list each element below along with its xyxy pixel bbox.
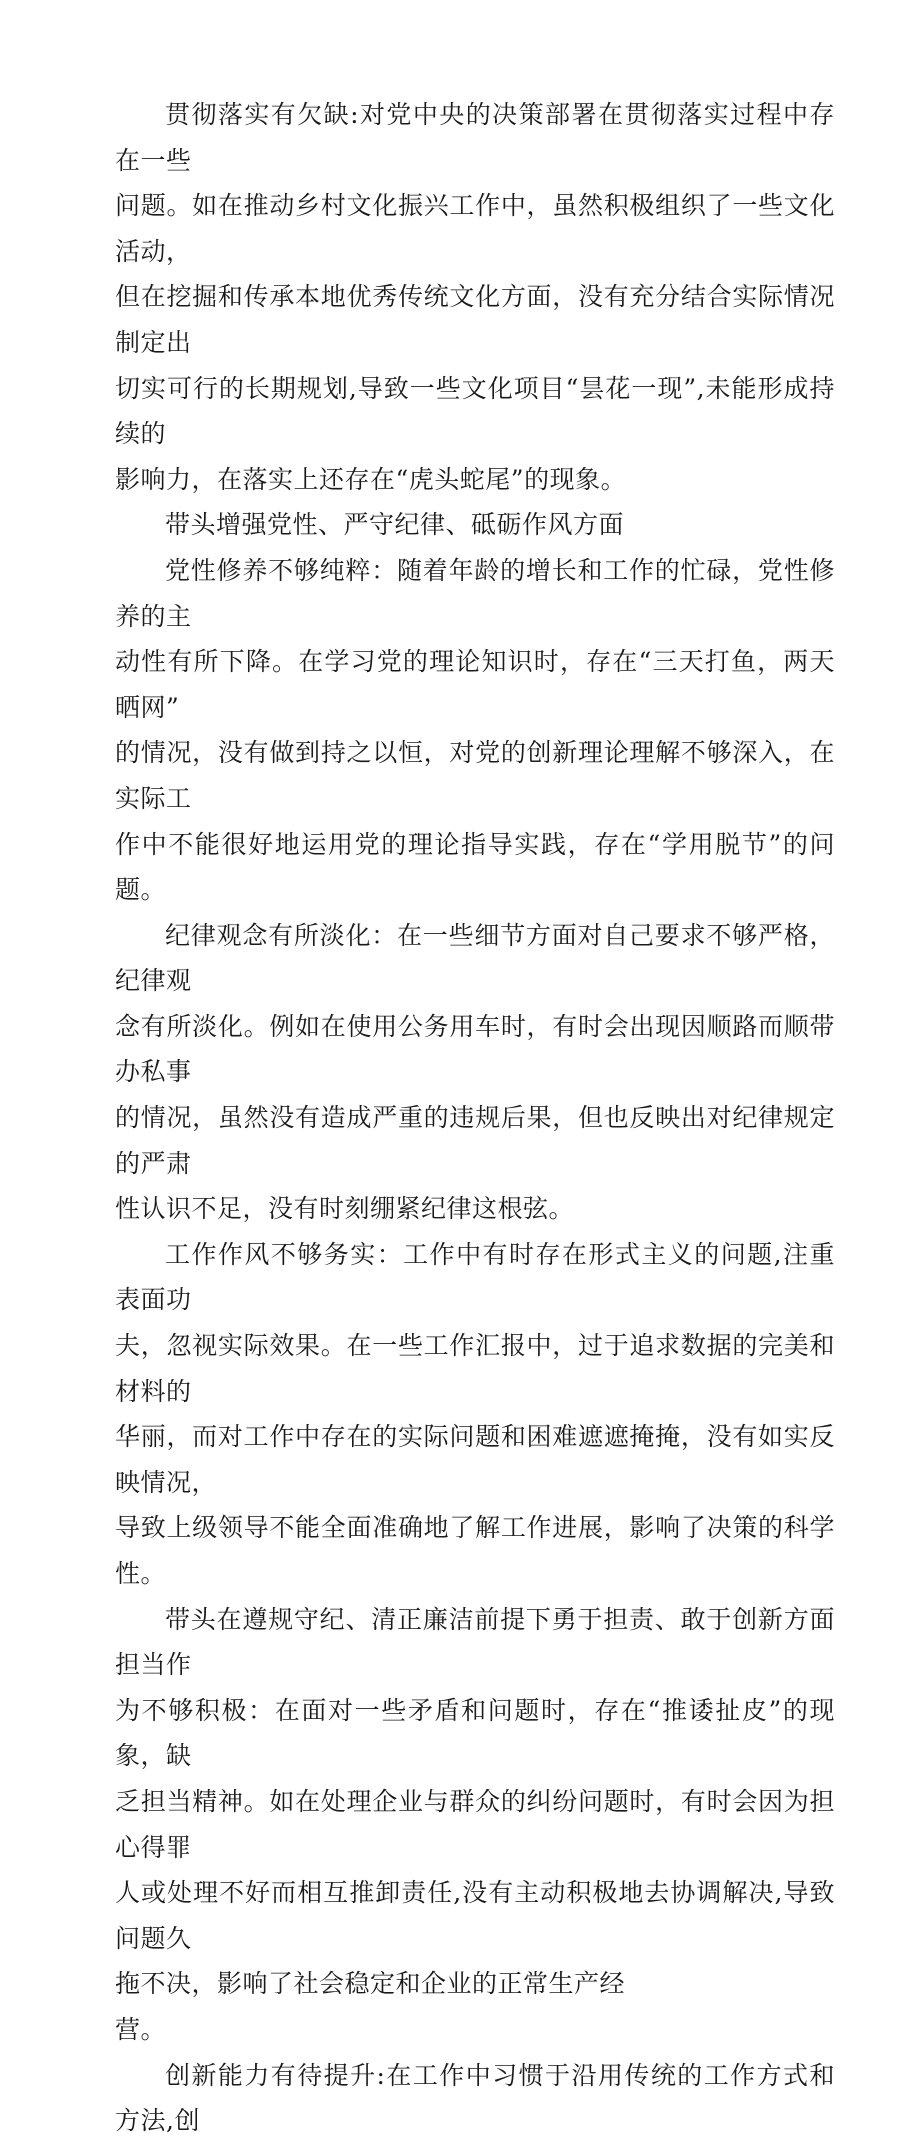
text-line: 乏担当精神。如在处理企业与群众的纠纷问题时，有时会因为担心得罪 <box>115 1786 835 1862</box>
text-line: 华丽，而对工作中存在的实际问题和困难遮遮掩掩，没有如实反映情况， <box>115 1422 835 1497</box>
paragraph-section-heading <box>115 502 835 548</box>
text-line: 的情况，虽然没有造成严重的违规后果，但也反映出对纪律规定的严肃 <box>115 1103 835 1178</box>
text-line: 导致上级领导不能全面准确地了解工作进展，影响了决策的科学性。 <box>115 1513 835 1588</box>
paragraph-discipline <box>115 913 835 1232</box>
text-line: 问题。如在推动乡村文化振兴工作中，虽然积极组织了一些文化活动， <box>115 191 835 266</box>
paragraph-innovation <box>115 2053 835 2144</box>
text-line: 纪律观念有所淡化：在一些细节方面对自己要求不够严格，纪律观 <box>115 920 835 996</box>
text-line: 贯彻落实有欠缺:对党中央的决策部署在贯彻落实过程中存在一些 <box>115 100 835 175</box>
paragraph-responsibility <box>115 1597 835 2053</box>
text-line: 创新能力有待提升:在工作中习惯于沿用传统的工作方式和方法,创 <box>115 2060 835 2136</box>
text-line: 为不够积极：在面对一些矛盾和问题时，存在“推诿扯皮”的现象，缺 <box>115 1695 835 1771</box>
text-line: 带头在遵规守纪、清正廉洁前提下勇于担责、敢于创新方面担当作 <box>115 1604 835 1680</box>
text-line: 切实可行的长期规划,导致一些文化项目“昙花一现”,未能形成持续的 <box>115 373 835 449</box>
text-line: 拖不决，影响了社会稳定和企业的正常生产经 <box>115 1969 626 1999</box>
text-line: 的情况，没有做到持之以恒，对党的创新理论理解不够深入，在实际工 <box>115 738 835 813</box>
text-line: 党性修养不够纯粹：随着年龄的增长和工作的忙碌，党性修养的主 <box>115 555 835 631</box>
text-line: 影响力，在落实上还存在“虎头蛇尾”的现象。 <box>115 464 627 494</box>
text-line: 但在挖掘和传承本地优秀传统文化方面，没有充分结合实际情况制定出 <box>115 282 835 357</box>
text-line: 作中不能很好地运用党的理论指导实践，存在“学用脱节”的问题。 <box>115 829 835 905</box>
text-line: 带头增强党性、严守纪律、砥砺作风方面 <box>165 510 625 540</box>
paragraph-implementation <box>115 92 835 502</box>
text-line: 人或处理不好而相互推卸责任,没有主动积极地去协调解决,导致问题久 <box>115 1878 835 1953</box>
text-line: 工作作风不够务实：工作中有时存在形式主义的问题,注重表面功 <box>115 1239 835 1315</box>
text-line: 夫，忽视实际效果。在一些工作汇报中，过于追求数据的完美和材料的 <box>115 1331 835 1406</box>
text-line: 营。 <box>115 2014 167 2044</box>
document-body <box>115 92 835 2144</box>
paragraph-work-style <box>115 1232 835 1597</box>
text-line: 念有所淡化。例如在使用公务用车时，有时会出现因顺路而顺带办私事 <box>115 1011 835 1087</box>
text-line: 动性有所下降。在学习党的理论知识时，存在“三天打鱼，两天晒网” <box>115 647 835 722</box>
paragraph-party-spirit <box>115 548 835 913</box>
text-line: 性认识不足，没有时刻绷紧纪律这根弦。 <box>115 1194 575 1224</box>
